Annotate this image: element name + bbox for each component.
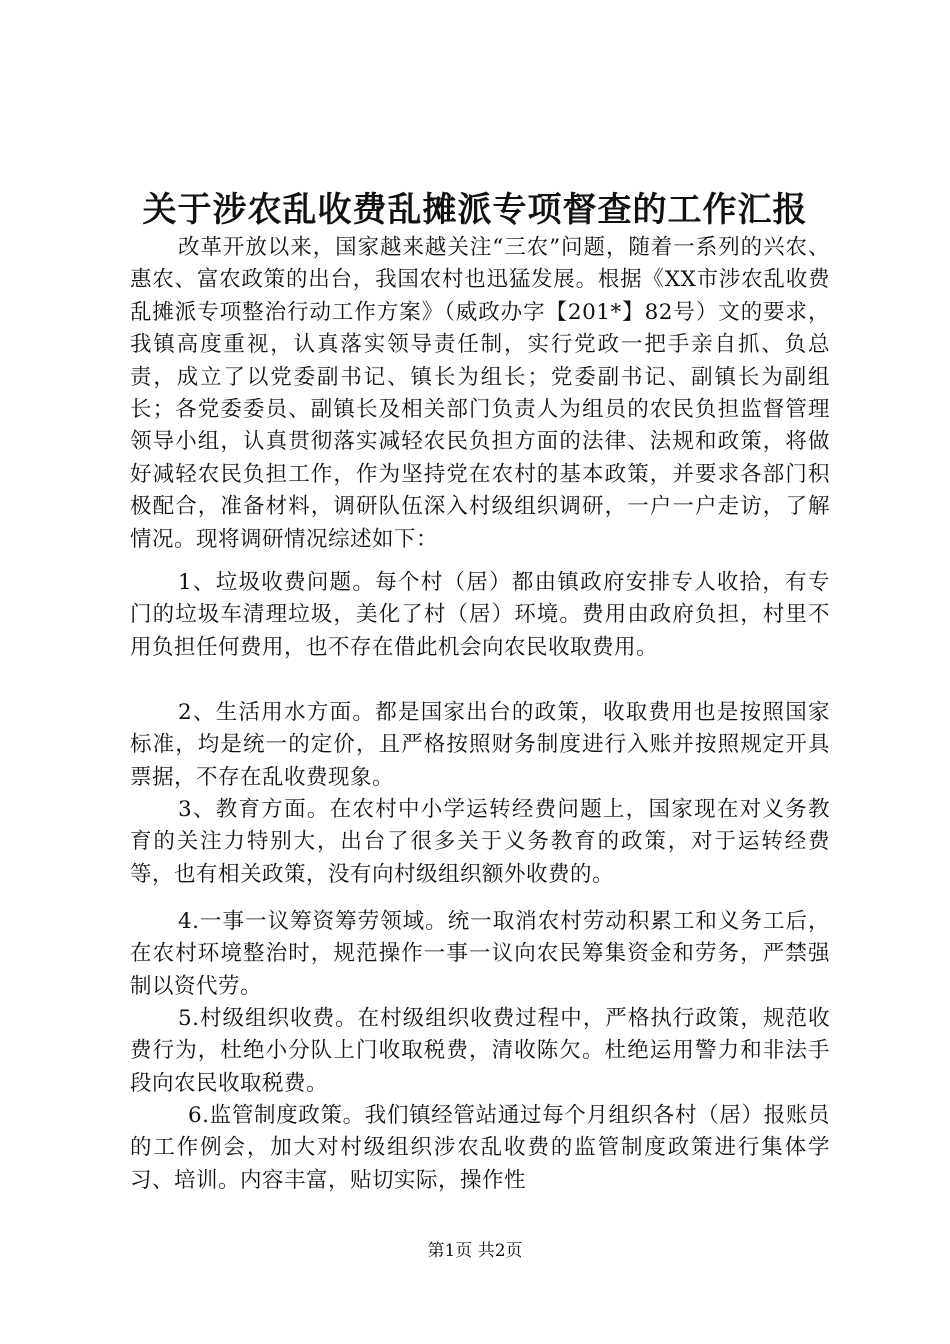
- paragraph-item-1: 1、垃圾收费问题。每个村（居）都由镇政府安排专人收拾，有专门的垃圾车清理垃圾，美化了村（居）环境。费用由政府负担，村里不用负担任何费用，也不存在借此机会向农民收取费用。: [130, 570, 830, 660]
- paragraph-item-2: 2、生活用水方面。都是国家出台的政策，收取费用也是按照国家标准，均是统一的定价，且严格按照财务制度进行入账并按照规定开具票据，不存在乱收费现象。: [130, 700, 830, 790]
- paragraph-item-5: 5.村级组织收费。在村级组织收费过程中，严格执行政策，规范收费行为，杜绝小分队上门收取税费，清收陈欠。杜绝运用警力和非法手段向农民收取税费。: [130, 1006, 830, 1096]
- paragraph-item-4: 4.一事一议筹资筹劳领域。统一取消农村劳动积累工和义务工后，在农村环境整治时，规范操作一事一议向农民筹集资金和劳务，严禁强制以资代劳。: [130, 909, 830, 999]
- paragraph-intro: 改革开放以来，国家越来越关注“三农”问题，随着一系列的兴农、惠农、富农政策的出台，我国农村也迅猛发展。根据《XX市涉农乱收费乱摊派专项整治行动工作方案》（威政办字【201*】82号）文的要求，我镇高度重视，认真落实领导责任制，实行党政一把手亲自抓、负总责，成立了以党委副书记、镇长为组长；党委副书记、副镇长为副组长；各党委委员、副镇长及相关部门负责人为组员的农民负担监督管理领导小组，认真贯彻落实减轻农民负担方面的法律、法规和政策，将做好减轻农民负担工作，作为坚持党在农村的基本政策，并要求各部门积极配合，准备材料，调研队伍深入村级组织调研，一户一户走访，了解情况。现将调研情况综述如下：: [130, 235, 830, 552]
- paragraph-item-6: 6.监管制度政策。我们镇经管站通过每个月组织各村（居）报账员的工作例会，加大对村级组织涉农乱收费的监管制度政策进行集体学习、培训。内容丰富，贴切实际，操作性: [130, 1103, 830, 1193]
- paragraph-item-3: 3、教育方面。在农村中小学运转经费问题上，国家现在对义务教育的关注力特别大，出台了很多关于义务教育的政策，对于运转经费等，也有相关政策，没有向村级组织额外收费的。: [130, 797, 830, 887]
- document-title: 关于涉农乱收费乱摊派专项督查的工作汇报: [142, 190, 808, 230]
- page-number-footer: 第1页 共2页: [427, 1241, 523, 1261]
